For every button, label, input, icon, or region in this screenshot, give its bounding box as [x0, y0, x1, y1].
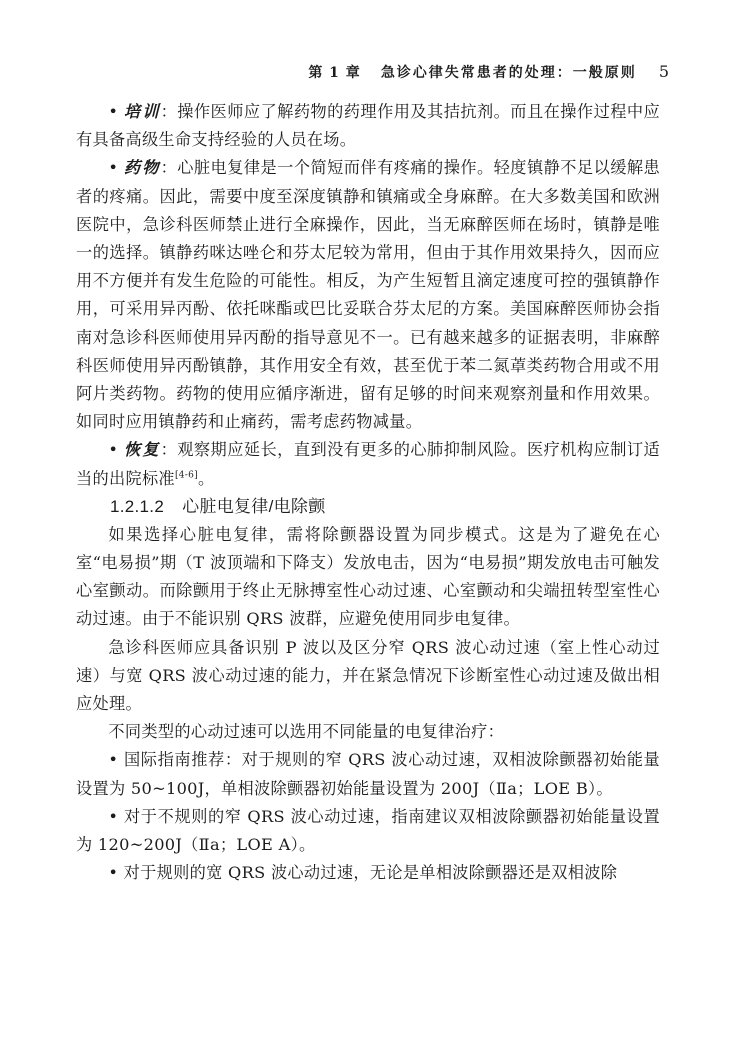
bullet-marker: • — [108, 102, 119, 121]
running-header — [104, 62, 670, 82]
chapter-label: 第 1 章 — [308, 65, 361, 81]
paragraph: 急诊科医师应具备识别 P 波以及区分窄 QRS 波心动过速（室上性心动过速）与宽 QRS 波心动过速的能力，并在紧急情况下诊断室性心动过速及做出相应处理。 — [76, 637, 660, 714]
bullet-label: 药物 — [123, 158, 161, 178]
chapter-title: 急诊心律失常患者的处理：一般原则 — [380, 65, 637, 81]
bullet-training — [76, 98, 660, 154]
bullet-marker: • — [108, 440, 119, 460]
section-heading — [76, 493, 660, 521]
paragraph: 不同类型的心动过速可以选用不同能量的电复律治疗： — [108, 722, 505, 742]
paragraph: 如果选择心脏电复律，需将除颤器设置为同步模式。这是为了避免在心室“电易损”期（T 波顶端和下降支）发放电击，因为“电易损”期发放电击可触发心室颤动。而除颤用于终止无脉搏室性心动过速、心室颤动和尖端扭转型室性心动过速。由于不能识别 QRS 波群，应避免使用同步电复律。 — [76, 524, 660, 629]
list-item: • 对于规则的宽 QRS 波心动过速，无论是单相波除颤器还是双相波除 — [108, 863, 618, 883]
list-item: • 国际指南推荐：对于规则的窄 QRS 波心动过速，双相波除颤器初始能量设置为 50~100J，单相波除颤器初始能量设置为 200J（Ⅱa；LOE B）。 — [76, 750, 660, 798]
bullet-text: ：操作医师应了解药物的药理作用及其拮抗剂。而且在操作过程中应有具备高级生命支持经验的人员在场。 — [76, 102, 661, 150]
bullet-drugs — [76, 154, 660, 436]
bullet-end: 。 — [197, 468, 215, 488]
section-title: 心脏电复律/电除颤 — [182, 496, 326, 516]
bullet-text: ：心脏电复律是一个简短而伴有疼痛的操作。轻度镇静不足以缓解患者的疼痛。因此，需要中度至深度镇静和镇痛或全身麻醉。在大多数美国和欧洲医院中，急诊科医师禁止进行全麻操作，因此，当无麻醉医师在场时，镇静是唯一的选择。镇静药咪达唑仑和芬太尼较为常用，但由于其作用效果持久，因而应用不方便并有发生危险的可能性。相反，为产生短暂且滴定速度可控的强镇静作用，可采用异丙酚、依托咪酯或巴比妥联合芬太尼的方案。美国麻醉医师协会指南对急诊科医师使用异丙酚的指导意见不一。已有越来越多的证据表明，非麻醉科医师使用异丙酚镇静，其作用安全有效，甚至优于苯二氮䓬类药物合用或不用阿片类药物。药物的使用应循序渐进，留有足够的时间来观察剂量和作用效果。如同时应用镇静药和止痛药，需考虑药物减量。 — [76, 158, 661, 432]
reference-marker: [4-6] — [174, 470, 198, 481]
page-body — [76, 96, 660, 887]
bullet-text: ：观察期应延长，直到没有更多的心肺抑制风险。医疗机构应制订适当的出院标准 — [76, 440, 661, 488]
bullet-recovery — [76, 436, 660, 492]
bullet-label: 培训 — [123, 102, 161, 121]
section-number: 1.2.1.2 — [110, 496, 165, 516]
list-item: • 对于不规则的窄 QRS 波心动过速，指南建议双相波除颤器初始能量设置为 120~200J（Ⅱa；LOE A）。 — [76, 806, 660, 855]
bullet-label: 恢复 — [123, 440, 161, 460]
page-number: 5 — [658, 62, 670, 81]
bullet-marker: • — [108, 158, 119, 178]
